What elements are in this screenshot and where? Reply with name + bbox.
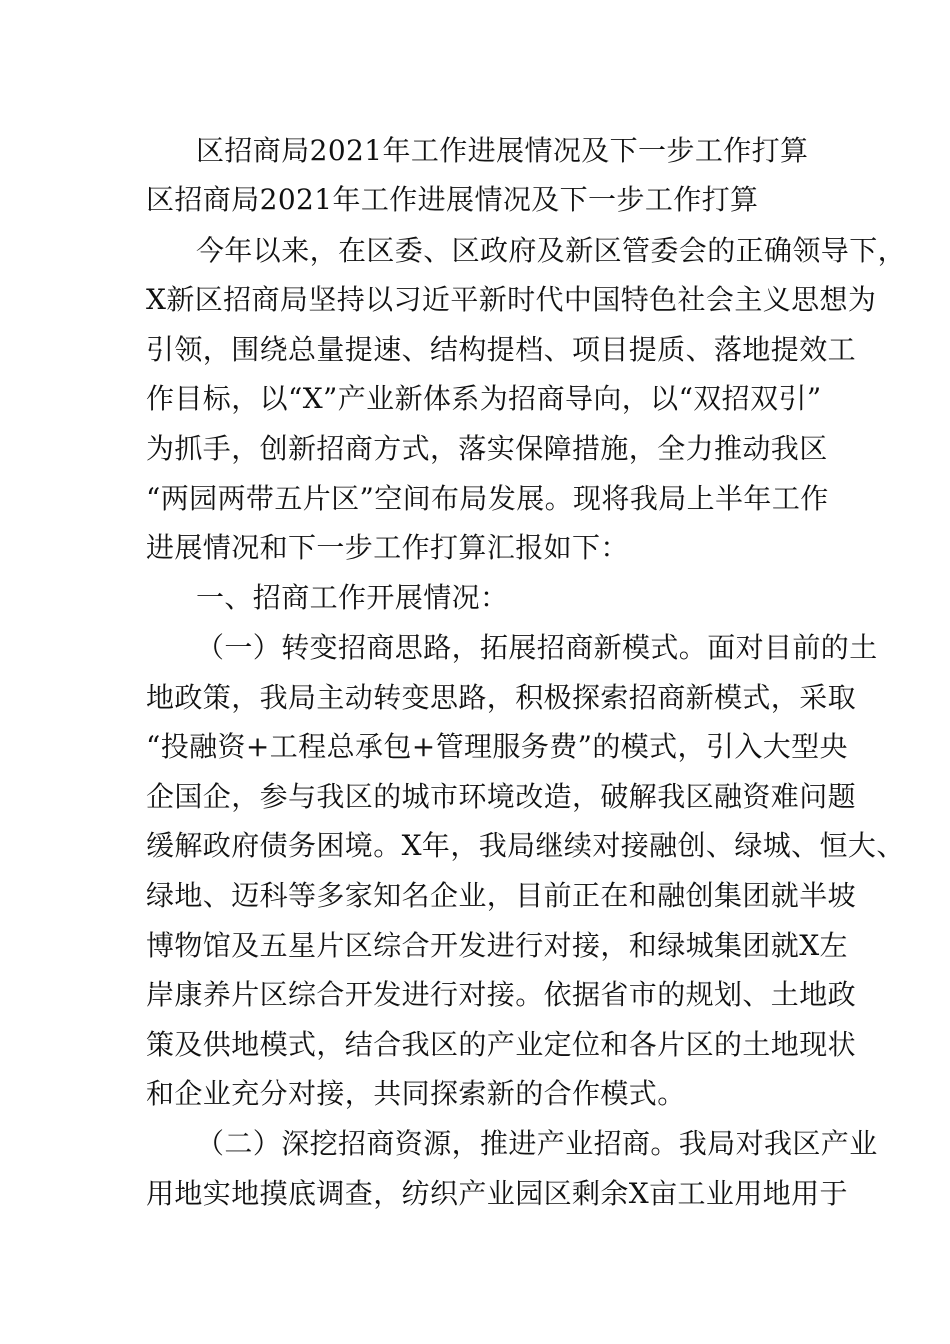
paragraph-line: （二）深挖招商资源，推进产业招商。我局对我区产业 bbox=[196, 1127, 878, 1160]
paragraph-line: 进展情况和下一步工作打算汇报如下： bbox=[146, 531, 629, 564]
paragraph-line: 缓解政府债务困境。X年，我局继续对接融创、绿城、恒大、 bbox=[146, 829, 905, 862]
paragraph-line: 绿地、迈科等多家知名企业，目前正在和融创集团就半坡 bbox=[146, 879, 857, 912]
section-heading: 一、招商工作开展情况： bbox=[196, 581, 509, 614]
paragraph-line: “两园两带五片区”空间布局发展。现将我局上半年工作 bbox=[146, 482, 829, 515]
paragraph-line: “投融资+工程总承包+管理服务费”的模式，引入大型央 bbox=[146, 730, 848, 763]
paragraph-line: 引领，围绕总量提速、结构提档、项目提质、落地提效工 bbox=[146, 333, 857, 366]
paragraph-line: 岸康养片区综合开发进行对接。依据省市的规划、土地政 bbox=[146, 978, 857, 1011]
document-title: 区招商局2021年工作进展情况及下一步工作打算 bbox=[196, 134, 809, 167]
document-subtitle: 区招商局2021年工作进展情况及下一步工作打算 bbox=[146, 183, 759, 216]
paragraph-line: 用地实地摸底调查，纺织产业园区剩余X亩工业用地用于 bbox=[146, 1177, 848, 1210]
paragraph-line: 博物馆及五星片区综合开发进行对接，和绿城集团就X左 bbox=[146, 929, 848, 962]
paragraph-line: 策及供地模式，结合我区的产业定位和各片区的土地现状 bbox=[146, 1028, 857, 1061]
paragraph-line: X新区招商局坚持以习近平新时代中国特色社会主义思想为 bbox=[146, 283, 877, 316]
paragraph-line: 作目标，以“X”产业新体系为招商导向，以“双招双引” bbox=[146, 382, 822, 415]
paragraph-line: （一）转变招商思路，拓展招商新模式。面对目前的土 bbox=[196, 631, 878, 664]
paragraph-line: 和企业充分对接，共同探索新的合作模式。 bbox=[146, 1077, 686, 1110]
paragraph-line: 地政策，我局主动转变思路，积极探索招商新模式，采取 bbox=[146, 681, 857, 714]
paragraph-line: 为抓手，创新招商方式，落实保障措施，全力推动我区 bbox=[146, 432, 828, 465]
paragraph-line: 今年以来，在区委、区政府及新区管委会的正确领导下， bbox=[196, 234, 907, 267]
paragraph-line: 企国企，参与我区的城市环境改造，破解我区融资难问题 bbox=[146, 780, 857, 813]
